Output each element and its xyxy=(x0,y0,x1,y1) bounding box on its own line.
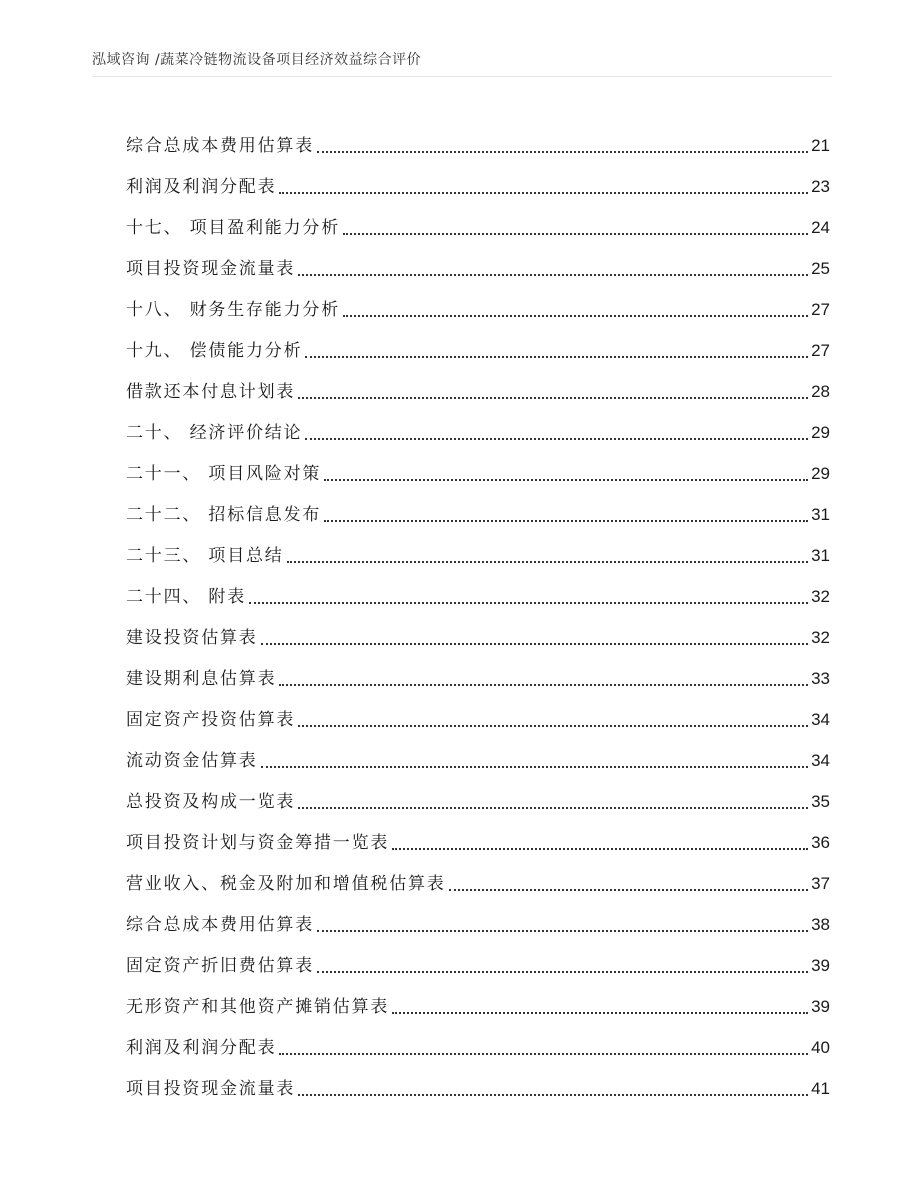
toc-dot-leader xyxy=(279,684,808,686)
toc-entry[interactable] xyxy=(126,815,830,856)
toc-dot-leader xyxy=(279,1053,808,1055)
toc-dot-leader xyxy=(298,1094,808,1096)
toc-entry[interactable] xyxy=(126,323,830,364)
toc-entry[interactable] xyxy=(126,1020,830,1061)
toc-entry-title: 二十三、 项目总结 xyxy=(126,546,284,566)
toc-entry-title: 建设投资估算表 xyxy=(126,628,258,648)
toc-page-number: 23 xyxy=(811,177,830,196)
toc-page-number: 32 xyxy=(811,587,830,606)
toc-entry[interactable] xyxy=(126,282,830,323)
toc-entry-title: 固定资产投资估算表 xyxy=(126,710,296,730)
toc-dot-leader xyxy=(298,725,808,727)
toc-entry[interactable] xyxy=(126,364,830,405)
toc-dot-leader xyxy=(287,561,808,563)
toc-entry-title: 利润及利润分配表 xyxy=(126,1038,277,1058)
toc-page-number: 37 xyxy=(811,874,830,893)
toc-page-number: 34 xyxy=(811,710,830,729)
toc-entry[interactable] xyxy=(126,446,830,487)
toc-dot-leader xyxy=(343,233,808,235)
toc-page-number: 27 xyxy=(811,341,830,360)
toc-page-number: 33 xyxy=(811,669,830,688)
toc-dot-leader xyxy=(317,930,808,932)
toc-entry[interactable] xyxy=(126,733,830,774)
toc-entry-title: 二十二、 招标信息发布 xyxy=(126,505,322,525)
toc-page-number: 39 xyxy=(811,997,830,1016)
toc-entry-title: 十九、 偿债能力分析 xyxy=(126,341,303,361)
toc-entry-title: 综合总成本费用估算表 xyxy=(126,136,314,156)
toc-page-number: 38 xyxy=(811,915,830,934)
toc-dot-leader xyxy=(324,520,808,522)
toc-entry[interactable] xyxy=(126,897,830,938)
toc-entry[interactable] xyxy=(126,118,830,159)
toc-entry[interactable] xyxy=(126,1061,830,1102)
toc-entry-title: 二十四、 附表 xyxy=(126,587,247,607)
toc-entry-title: 营业收入、税金及附加和增值税估算表 xyxy=(126,874,446,894)
toc-entry-title: 利润及利润分配表 xyxy=(126,177,277,197)
toc-entry-title: 二十、 经济评价结论 xyxy=(126,423,303,443)
toc-page-number: 21 xyxy=(811,136,830,155)
toc-dot-leader xyxy=(249,602,808,604)
toc-entry[interactable] xyxy=(126,651,830,692)
toc-page-number: 31 xyxy=(811,505,830,524)
toc-entry-title: 建设期利息估算表 xyxy=(126,669,277,689)
toc-page-number: 39 xyxy=(811,956,830,975)
toc-entry-title: 二十一、 项目风险对策 xyxy=(126,464,322,484)
toc-entry[interactable] xyxy=(126,159,830,200)
toc-dot-leader xyxy=(392,848,808,850)
toc-entry[interactable] xyxy=(126,774,830,815)
toc-page-number: 28 xyxy=(811,382,830,401)
toc-dot-leader xyxy=(317,151,808,153)
toc-page-number: 25 xyxy=(811,259,830,278)
toc-entry[interactable] xyxy=(126,241,830,282)
toc-dot-leader xyxy=(317,971,808,973)
toc-page-number: 29 xyxy=(811,423,830,442)
toc-entry[interactable] xyxy=(126,528,830,569)
toc-entry[interactable] xyxy=(126,569,830,610)
toc-entry-title: 项目投资现金流量表 xyxy=(126,1079,296,1099)
toc-dot-leader xyxy=(261,643,808,645)
toc-page-number: 41 xyxy=(811,1079,830,1098)
toc-entry[interactable] xyxy=(126,979,830,1020)
toc-entry-title: 综合总成本费用估算表 xyxy=(126,915,314,935)
toc-page-number: 36 xyxy=(811,833,830,852)
toc-entry[interactable] xyxy=(126,856,830,897)
toc-dot-leader xyxy=(449,889,808,891)
toc-entry-title: 总投资及构成一览表 xyxy=(126,792,296,812)
toc-entry[interactable] xyxy=(126,200,830,241)
toc-dot-leader xyxy=(343,315,808,317)
toc-dot-leader xyxy=(392,1012,808,1014)
toc-entry-title: 十八、 财务生存能力分析 xyxy=(126,300,341,320)
toc-dot-leader xyxy=(324,479,808,481)
toc-dot-leader xyxy=(298,274,808,276)
toc-entry[interactable] xyxy=(126,487,830,528)
toc-entry-title: 项目投资计划与资金筹措一览表 xyxy=(126,833,390,853)
page-header: 泓域咨询 /蔬菜冷链物流设备项目经济效益综合评价 xyxy=(92,50,832,77)
toc-entry-title: 借款还本付息计划表 xyxy=(126,382,296,402)
toc-dot-leader xyxy=(298,397,808,399)
toc-entry[interactable] xyxy=(126,692,830,733)
toc-dot-leader xyxy=(305,438,808,440)
toc-entry-title: 十七、 项目盈利能力分析 xyxy=(126,218,341,238)
toc-page-number: 31 xyxy=(811,546,830,565)
toc-page-number: 35 xyxy=(811,792,830,811)
toc-page-number: 34 xyxy=(811,751,830,770)
toc-entry-title: 固定资产折旧费估算表 xyxy=(126,956,314,976)
toc-entry[interactable] xyxy=(126,610,830,651)
toc-entry[interactable] xyxy=(126,405,830,446)
toc-dot-leader xyxy=(298,807,808,809)
toc-page-number: 27 xyxy=(811,300,830,319)
toc-page-number: 40 xyxy=(811,1038,830,1057)
toc-entry-title: 流动资金估算表 xyxy=(126,751,258,771)
toc-entry-title: 无形资产和其他资产摊销估算表 xyxy=(126,997,390,1017)
toc-dot-leader xyxy=(261,766,808,768)
toc-page-number: 32 xyxy=(811,628,830,647)
toc-entry[interactable] xyxy=(126,938,830,979)
table-of-contents xyxy=(126,118,830,1102)
toc-page-number: 24 xyxy=(811,218,830,237)
toc-page-number: 29 xyxy=(811,464,830,483)
toc-dot-leader xyxy=(279,192,808,194)
toc-entry-title: 项目投资现金流量表 xyxy=(126,259,296,279)
toc-dot-leader xyxy=(305,356,808,358)
